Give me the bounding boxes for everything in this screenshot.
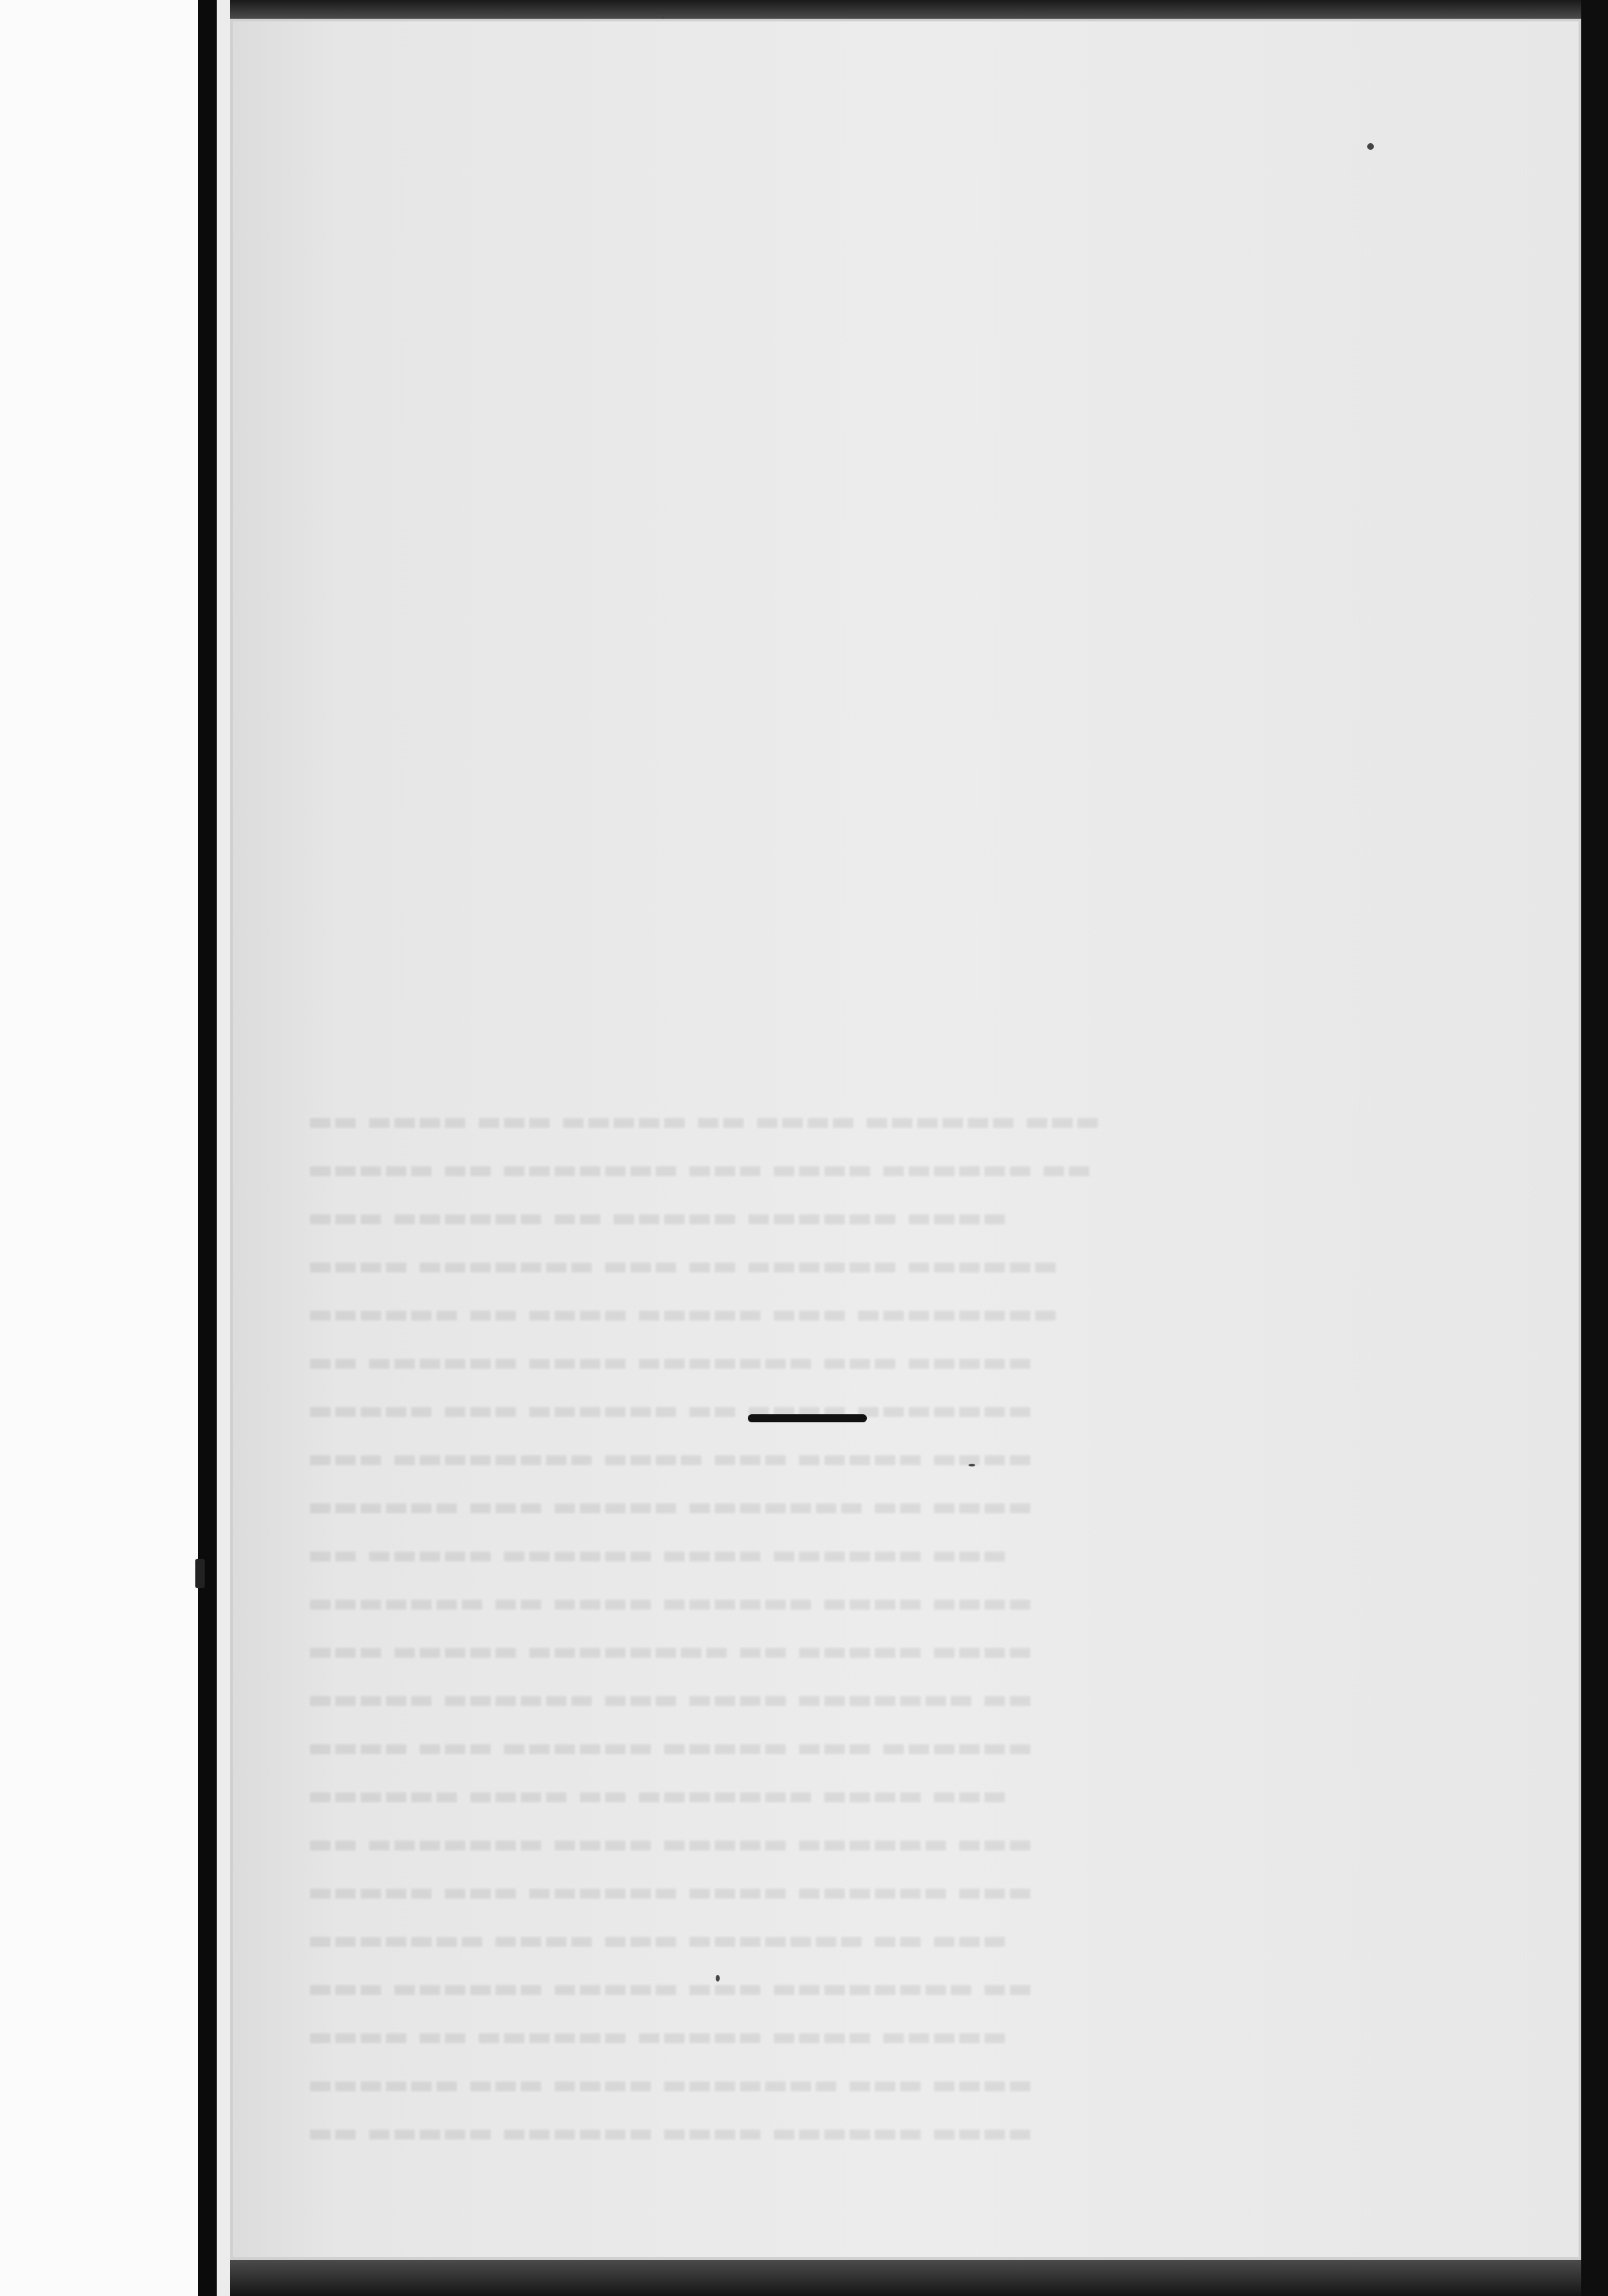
body-text [316,281,1332,304]
page-gutter [217,0,230,2296]
left-page [0,0,198,2296]
ink-speck [969,1464,975,1466]
ink-speck [716,1975,720,1982]
scan-top-edge [230,0,1581,19]
ink-speck [661,15,665,19]
scan-bottom-edge [230,2260,1581,2296]
right-page [230,19,1581,2260]
separator-rule [748,1414,867,1422]
page-gutter-shadow [198,0,217,2296]
ink-speck [195,1559,205,1588]
ink-speck [1367,143,1374,150]
scan-right-edge [1581,0,1608,2296]
